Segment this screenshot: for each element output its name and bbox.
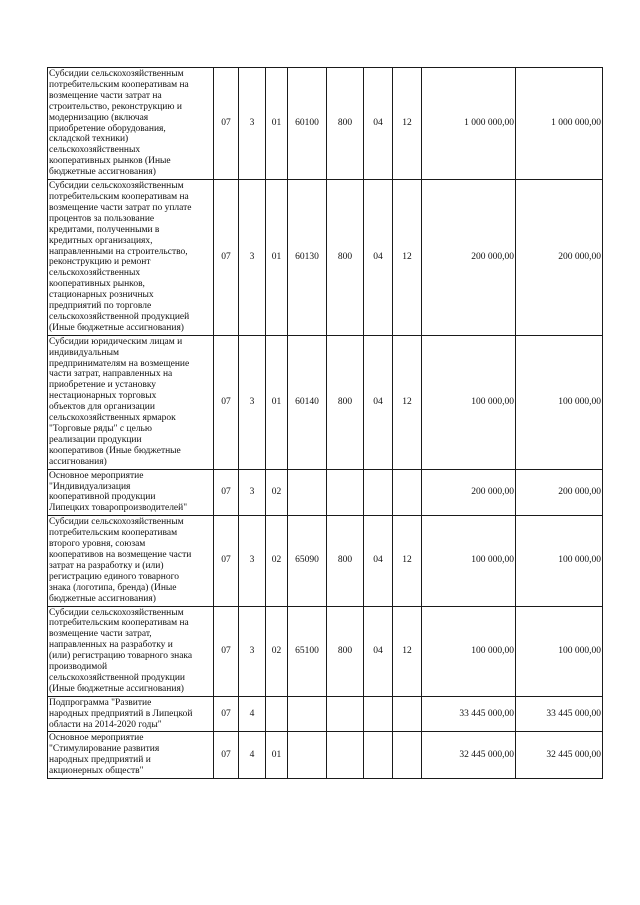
subsection-cell xyxy=(393,732,422,779)
amount-cell-1: 200 000,00 xyxy=(422,469,516,516)
subsection-cell: 12 xyxy=(393,180,422,336)
amount-cell-1: 1 000 000,00 xyxy=(422,68,516,180)
budget-table xyxy=(47,67,603,779)
table-row xyxy=(48,335,603,469)
table-row xyxy=(48,516,603,606)
expense-type-cell: 800 xyxy=(327,180,364,336)
activity-code-cell: 02 xyxy=(266,606,288,696)
expense-type-cell: 800 xyxy=(327,335,364,469)
direction-code-cell: 65090 xyxy=(288,516,327,606)
amount-cell-2: 200 000,00 xyxy=(516,180,603,336)
amount-cell-2: 100 000,00 xyxy=(516,335,603,469)
subprogram-code-cell: 3 xyxy=(239,180,266,336)
subsection-cell: 12 xyxy=(393,335,422,469)
amount-cell-2: 1 000 000,00 xyxy=(516,68,603,180)
section-cell xyxy=(364,469,393,516)
subprogram-code-cell: 3 xyxy=(239,516,266,606)
table-row xyxy=(48,732,603,779)
direction-code-cell: 60140 xyxy=(288,335,327,469)
section-cell: 04 xyxy=(364,516,393,606)
chapter-code-cell: 07 xyxy=(214,335,239,469)
item-name-cell: Субсидии сельскохозяйственным потребительским кооперативам на возмещение части затрат по уплате процентов за пользование кредитами, полученными в кредитных организациях, направленными на строительство, реконструкцию и ремонт сельскохозяйственных кооперативных рынков, стационарных розничных предприятий по торговле сельскохозяйственной продукцией (Иные бюджетные ассигнования) xyxy=(48,180,214,336)
amount-cell-2: 200 000,00 xyxy=(516,469,603,516)
direction-code-cell xyxy=(288,469,327,516)
expense-type-cell: 800 xyxy=(327,516,364,606)
subprogram-code-cell: 3 xyxy=(239,606,266,696)
section-cell: 04 xyxy=(364,606,393,696)
direction-code-cell: 60130 xyxy=(288,180,327,336)
subprogram-code-cell: 4 xyxy=(239,696,266,732)
amount-cell-1: 100 000,00 xyxy=(422,516,516,606)
amount-cell-2: 32 445 000,00 xyxy=(516,732,603,779)
activity-code-cell: 02 xyxy=(266,516,288,606)
chapter-code-cell: 07 xyxy=(214,180,239,336)
activity-code-cell xyxy=(266,696,288,732)
subprogram-code-cell: 3 xyxy=(239,68,266,180)
table-body xyxy=(48,68,603,779)
subprogram-code-cell: 3 xyxy=(239,335,266,469)
expense-type-cell xyxy=(327,696,364,732)
subsection-cell: 12 xyxy=(393,68,422,180)
amount-cell-1: 100 000,00 xyxy=(422,606,516,696)
activity-code-cell: 01 xyxy=(266,335,288,469)
expense-type-cell: 800 xyxy=(327,606,364,696)
item-name-cell: Субсидии сельскохозяйственным потребительским кооперативам на возмещение части затрат, направленных на разработку и (или) регистрацию товарного знака производимой сельскохозяйственной продукции (Иные бюджетные ассигнования) xyxy=(48,606,214,696)
amount-cell-1: 32 445 000,00 xyxy=(422,732,516,779)
activity-code-cell: 01 xyxy=(266,68,288,180)
activity-code-cell: 02 xyxy=(266,469,288,516)
section-cell xyxy=(364,696,393,732)
subsection-cell: 12 xyxy=(393,516,422,606)
direction-code-cell: 60100 xyxy=(288,68,327,180)
section-cell: 04 xyxy=(364,68,393,180)
table-row xyxy=(48,469,603,516)
table-row xyxy=(48,696,603,732)
activity-code-cell: 01 xyxy=(266,180,288,336)
amount-cell-2: 100 000,00 xyxy=(516,516,603,606)
subsection-cell xyxy=(393,469,422,516)
table-row xyxy=(48,180,603,336)
section-cell: 04 xyxy=(364,335,393,469)
section-cell: 04 xyxy=(364,180,393,336)
item-name-cell: Основное мероприятие "Индивидуализация кооперативной продукции Липецких товаропроизводителей" xyxy=(48,469,214,516)
direction-code-cell xyxy=(288,732,327,779)
expense-type-cell: 800 xyxy=(327,68,364,180)
table-row xyxy=(48,606,603,696)
expense-type-cell xyxy=(327,732,364,779)
subprogram-code-cell: 3 xyxy=(239,469,266,516)
item-name-cell: Субсидии сельскохозяйственным потребительским кооперативам на возмещение части затрат на строительство, реконструкцию и модернизацию (включая приобретение оборудования, складской техники) сельскохозяйственных кооперативных рынков (Иные бюджетные ассигнования) xyxy=(48,68,214,180)
item-name-cell: Основное мероприятие "Стимулирование развития народных предприятий и акционерных обществ" xyxy=(48,732,214,779)
table-row xyxy=(48,68,603,180)
item-name-cell: Подпрограмма "Развитие народных предприятий в Липецкой области на 2014-2020 годы" xyxy=(48,696,214,732)
subprogram-code-cell: 4 xyxy=(239,732,266,779)
amount-cell-1: 33 445 000,00 xyxy=(422,696,516,732)
direction-code-cell xyxy=(288,696,327,732)
expense-type-cell xyxy=(327,469,364,516)
subsection-cell: 12 xyxy=(393,606,422,696)
amount-cell-1: 100 000,00 xyxy=(422,335,516,469)
amount-cell-2: 33 445 000,00 xyxy=(516,696,603,732)
item-name-cell: Субсидии юридическим лицам и индивидуальным предпринимателям на возмещение части затрат, направленных на приобретение и установку нестационарных торговых объектов для организации сельскохозяйственных ярмарок "Торговые ряды" с целью реализации продукции кооперативов (Иные бюджетные ассигнования) xyxy=(48,335,214,469)
chapter-code-cell: 07 xyxy=(214,68,239,180)
direction-code-cell: 65100 xyxy=(288,606,327,696)
amount-cell-2: 100 000,00 xyxy=(516,606,603,696)
chapter-code-cell: 07 xyxy=(214,516,239,606)
chapter-code-cell: 07 xyxy=(214,732,239,779)
chapter-code-cell: 07 xyxy=(214,606,239,696)
subsection-cell xyxy=(393,696,422,732)
section-cell xyxy=(364,732,393,779)
activity-code-cell: 01 xyxy=(266,732,288,779)
chapter-code-cell: 07 xyxy=(214,469,239,516)
item-name-cell: Субсидии сельскохозяйственным потребительским кооперативам второго уровня, союзам кооперативов на возмещение части затрат на разработку и (или) регистрацию единого товарного знака (логотипа, бренда) (Иные бюджетные ассигнования) xyxy=(48,516,214,606)
chapter-code-cell: 07 xyxy=(214,696,239,732)
amount-cell-1: 200 000,00 xyxy=(422,180,516,336)
